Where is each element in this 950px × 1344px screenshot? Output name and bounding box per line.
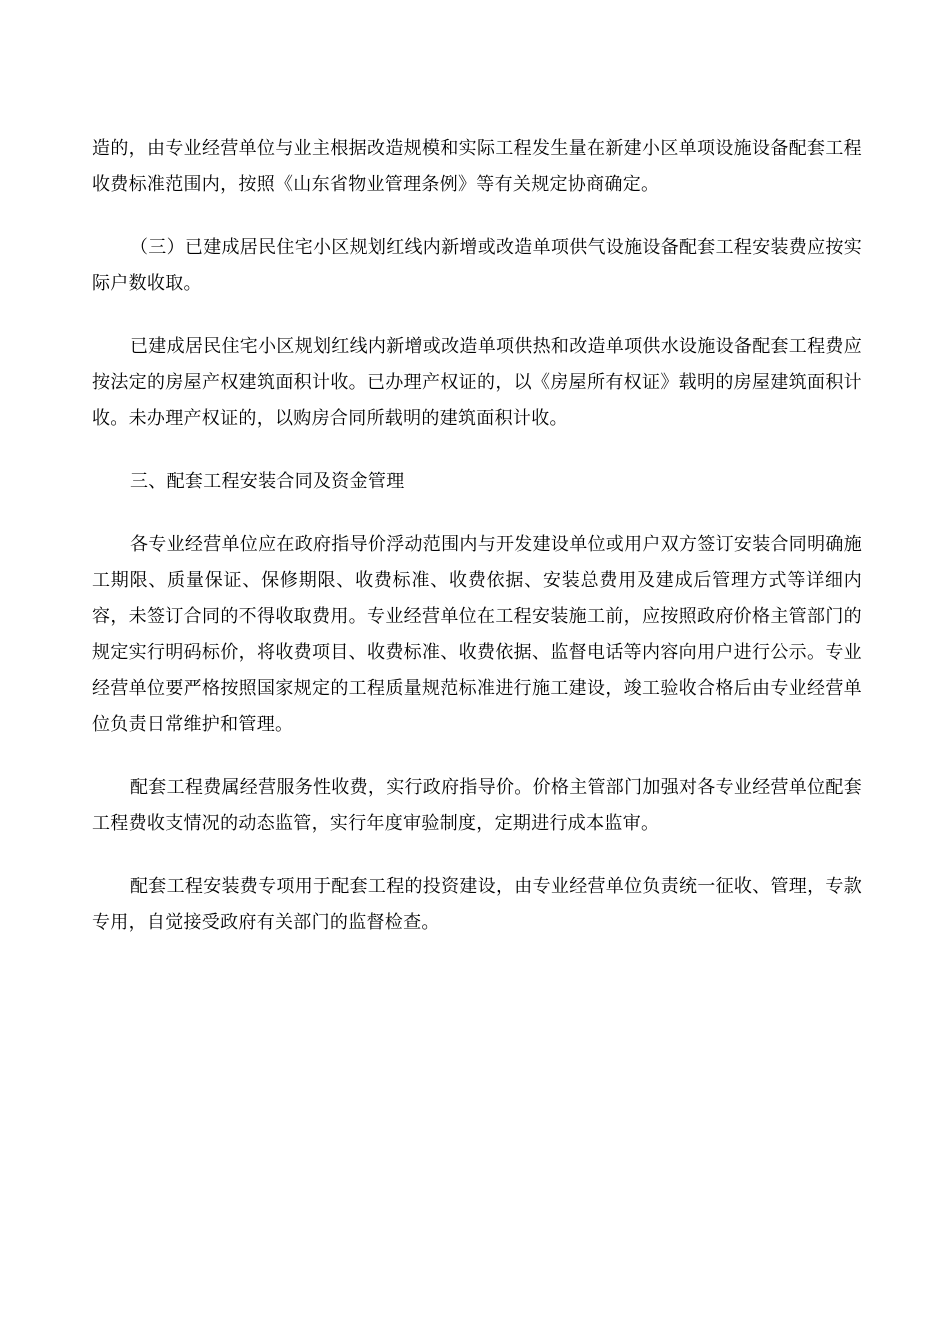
paragraph-dedicated-fund-use: 配套工程安装费专项用于配套工程的投资建设，由专业经营单位负责统一征收、管理，专款专用，自觉接受政府有关部门的监督检查。: [92, 876, 862, 933]
paragraph-continuation: 造的，由专业经营单位与业主根据改造规模和实际工程发生量在新建小区单项设施设备配套工程收费标准范围内，按照《山东省物业管理条例》等有关规定协商确定。: [92, 138, 862, 195]
paragraph-installation-contract: 各专业经营单位应在政府指导价浮动范围内与开发建设单位或用户双方签订安装合同明确施工期限、质量保证、保修期限、收费标准、收费依据、安装总费用及建成后管理方式等详细内容，未签订合同的不得收取费用。专业经营单位在工程安装施工前，应按照政府价格主管部门的规定实行明码标价，将收费项目、收费标准、收费依据、监督电话等内容向用户进行公示。专业经营单位要严格按照国家规定的工程质量规范标准进行施工建设，竣工验收合格后由专业经营单位负责日常维护和管理。: [92, 534, 862, 735]
document-body: [92, 131, 862, 968]
paragraph-gas-installation-fee: （三）已建成居民住宅小区规划红线内新增或改造单项供气设施设备配套工程安装费应按实际户数收取。: [92, 237, 862, 294]
paragraph-government-guidance-price: 配套工程费属经营服务性收费，实行政府指导价。价格主管部门加强对各专业经营单位配套工程费收支情况的动态监管，实行年度审验制度，定期进行成本监审。: [92, 777, 862, 834]
paragraph-heating-water-fee: 已建成居民住宅小区规划红线内新增或改造单项供热和改造单项供水设施设备配套工程费应按法定的房屋产权建筑面积计收。已办理产权证的，以《房屋所有权证》载明的房屋建筑面积计收。未办理产权证的，以购房合同所载明的建筑面积计收。: [92, 336, 862, 429]
section-heading-contract-fund-management: 三、配套工程安装合同及资金管理: [130, 471, 405, 492]
